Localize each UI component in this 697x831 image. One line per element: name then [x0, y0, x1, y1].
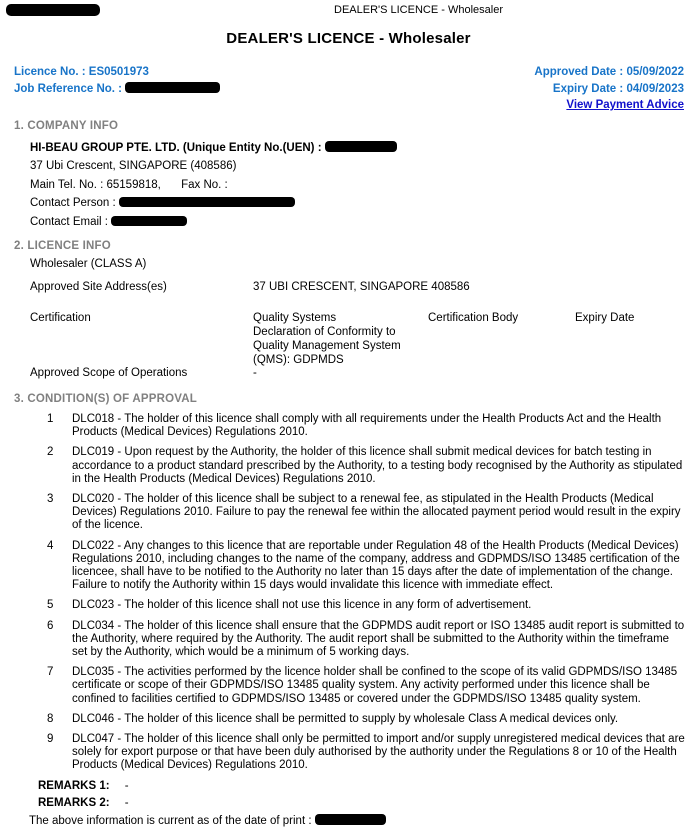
condition-text: DLC020 - The holder of this licence shall be subject to a renewal fee, as stipulated in the Health Products (Medical Devices) Regulations 2010. Failure to pay the renewal fee within the allocated payment period would result in the expiry of the licence.: [72, 493, 681, 532]
section-heading-licence-info: 2. LICENCE INFO: [14, 240, 111, 252]
expiry-date-line: [534, 81, 684, 98]
meta-block: [14, 64, 684, 114]
redacted-print-date: [315, 814, 386, 825]
expiry-date-label: Expiry Date :: [552, 82, 624, 95]
condition-number: 5: [47, 599, 54, 612]
section-heading-company-info: 1. COMPANY INFO: [14, 119, 119, 132]
condition-text: DLC047 - The holder of this licence shall only be permitted to import and/or supply unregistered medical devices that are solely for export purpose or that have been duly authorised by the authority under the Regulations 8 or 10 of the Health Products (Medical Devices) Regulations 2010.: [72, 733, 685, 772]
section-heading-conditions: 3. CONDITION(S) OF APPROVAL: [14, 393, 198, 405]
condition-item: [0, 713, 686, 726]
redacted-job-reference: [125, 82, 220, 93]
meta-left-column: [14, 64, 220, 114]
job-reference-line: [14, 81, 220, 98]
meta-right-column: [534, 64, 684, 114]
condition-number: 7: [47, 666, 54, 679]
payment-advice-line: [534, 97, 684, 114]
condition-item: [0, 540, 686, 593]
contact-email-label: Contact Email :: [30, 215, 108, 228]
licence-info-block: [30, 258, 686, 380]
fax-label: Fax No. :: [181, 178, 228, 191]
table-cell-certification-body: [428, 325, 575, 367]
condition-item: [0, 733, 686, 773]
licence-number-line: [14, 64, 220, 81]
remarks-1-line: [38, 780, 697, 793]
redacted-contact-person: [119, 197, 295, 207]
condition-number: 6: [47, 619, 54, 632]
approved-site-row: [30, 281, 686, 294]
remarks-block: [38, 780, 697, 810]
condition-item: [0, 493, 686, 533]
remarks-1-label: REMARKS 1:: [38, 779, 110, 792]
condition-text: DLC034 - The holder of this licence shall ensure that the GDPMDS audit report or ISO 13485 audit report is submitted to the Authority, where required by the Authority. The audit report shall be submitted to the Authority within the timeframe set by the Authority, which would be a minimum of 5 working days.: [72, 619, 685, 659]
approved-date-value: 05/09/2022: [626, 66, 684, 78]
redacted-header-stamp: [6, 4, 100, 16]
page-title: DEALER'S LICENCE - Wholesaler: [226, 30, 471, 47]
licence-type: Wholesaler (CLASS A): [30, 258, 147, 270]
condition-text: DLC035 - The activities performed by the licence holder shall be confined to the scope of its valid GDPMDS/ISO 13485 certificate or scope of their GDPMDS/ISO 13485 quality system. Any activity performed under this licence shall be confined to facilities certified to GDPMDS/ISO 13485 or covered under the GDPMDS/ISO 13485 quality system.: [72, 666, 678, 705]
table-cell-expiry-date: [575, 325, 686, 367]
condition-text: DLC023 - The holder of this licence shall not use this licence in any form of advertisement.: [72, 599, 532, 612]
condition-text: DLC022 - Any changes to this licence that are reportable under Regulation 48 of the Health Products (Medical Devices) Regulations 2010, including changes to the name of the company, address and GDPMDS/ISO 13485 certification of the licencee, shall have to be notified to the Authority no later than 15 days after the date of implementation of the change. Failure to notify the Authority within 15 days would invalidate this licence with immediate effect.: [72, 539, 680, 592]
condition-text: DLC046 - The holder of this licence shall be permitted to supply by wholesale Class A medical devices only.: [72, 712, 619, 725]
company-name-line: [30, 139, 686, 158]
remarks-1-value: -: [124, 779, 129, 792]
table-header-quality-systems: Quality Systems: [253, 312, 337, 324]
condition-item: [0, 446, 686, 486]
contact-email-line: [30, 213, 686, 232]
condition-item: [0, 413, 686, 439]
print-header-title: DEALER'S LICENCE - Wholesaler: [334, 4, 503, 16]
company-name-uen-label: HI-BEAU GROUP PTE. LTD. (Unique Entity No.(UEN) :: [30, 141, 322, 154]
view-payment-advice-link[interactable]: View Payment Advice: [566, 99, 684, 111]
print-date-line: [29, 814, 686, 828]
condition-number: 9: [47, 733, 54, 746]
condition-number: 8: [47, 712, 54, 725]
company-info-block: [30, 139, 686, 232]
expiry-date-value: 04/09/2023: [626, 82, 684, 95]
condition-item: [0, 599, 686, 612]
remarks-2-line: [38, 797, 697, 810]
licence-number-label: Licence No. :: [14, 66, 86, 78]
condition-number: 1: [47, 413, 54, 425]
remarks-2-label: REMARKS 2:: [38, 796, 110, 809]
redacted-contact-email: [111, 216, 187, 226]
contact-person-label: Contact Person :: [30, 197, 116, 209]
table-cell-certification: [30, 325, 253, 367]
licence-number-value: ES0501973: [88, 66, 149, 78]
condition-item: [0, 620, 686, 660]
approved-scope-row: [30, 367, 686, 380]
print-header: [0, 0, 697, 18]
main-tel-value: 65159818,: [106, 178, 161, 191]
condition-item: [0, 666, 686, 706]
condition-number: 4: [47, 539, 54, 552]
table-cell-quality-system-value: Declaration of Conformity to Quality Management System (QMS): GDPMDS: [253, 326, 401, 366]
main-tel-label: Main Tel. No. :: [30, 178, 104, 191]
condition-number: 3: [47, 493, 54, 506]
remarks-2-value: -: [124, 796, 129, 809]
company-address-line: 37 Ubi Crescent, SINGAPORE (408586): [30, 160, 237, 172]
condition-text: DLC019 - Upon request by the Authority, the holder of this licence shall submit medical devices for batch testing in accordance to a product standard prescribed by the Authority, to a testing body recognised by the Authority as stipulated in the Health Products (Medical Devices) Regulations 2010.: [72, 446, 683, 485]
approved-scope-label: Approved Scope of Operations: [30, 367, 188, 379]
table-header-certification-body: Certification Body: [428, 312, 519, 324]
approved-date-line: [534, 64, 684, 81]
approved-date-label: Approved Date :: [534, 66, 624, 78]
condition-number: 2: [47, 446, 54, 459]
approved-site-value: 37 UBI CRESCENT, SINGAPORE 408586: [253, 281, 470, 293]
contact-person-line: [30, 194, 686, 213]
company-phone-line: [30, 176, 686, 195]
conditions-list: [0, 413, 686, 773]
approved-site-label: Approved Site Address(es): [30, 281, 167, 293]
redacted-uen: [325, 141, 397, 152]
print-date-label: The above information is current as of the date of print :: [29, 814, 312, 827]
table-header-expiry-date: Expiry Date: [575, 312, 635, 324]
table-header-certification: Certification: [30, 312, 91, 324]
certification-table: [30, 311, 686, 367]
job-reference-label: Job Reference No. :: [14, 82, 122, 95]
condition-text: DLC018 - The holder of this licence shall comply with all requirements under the Health Products Act and the Health Products (Medical Devices) Regulations 2010.: [72, 413, 662, 439]
approved-scope-value: -: [253, 367, 257, 379]
